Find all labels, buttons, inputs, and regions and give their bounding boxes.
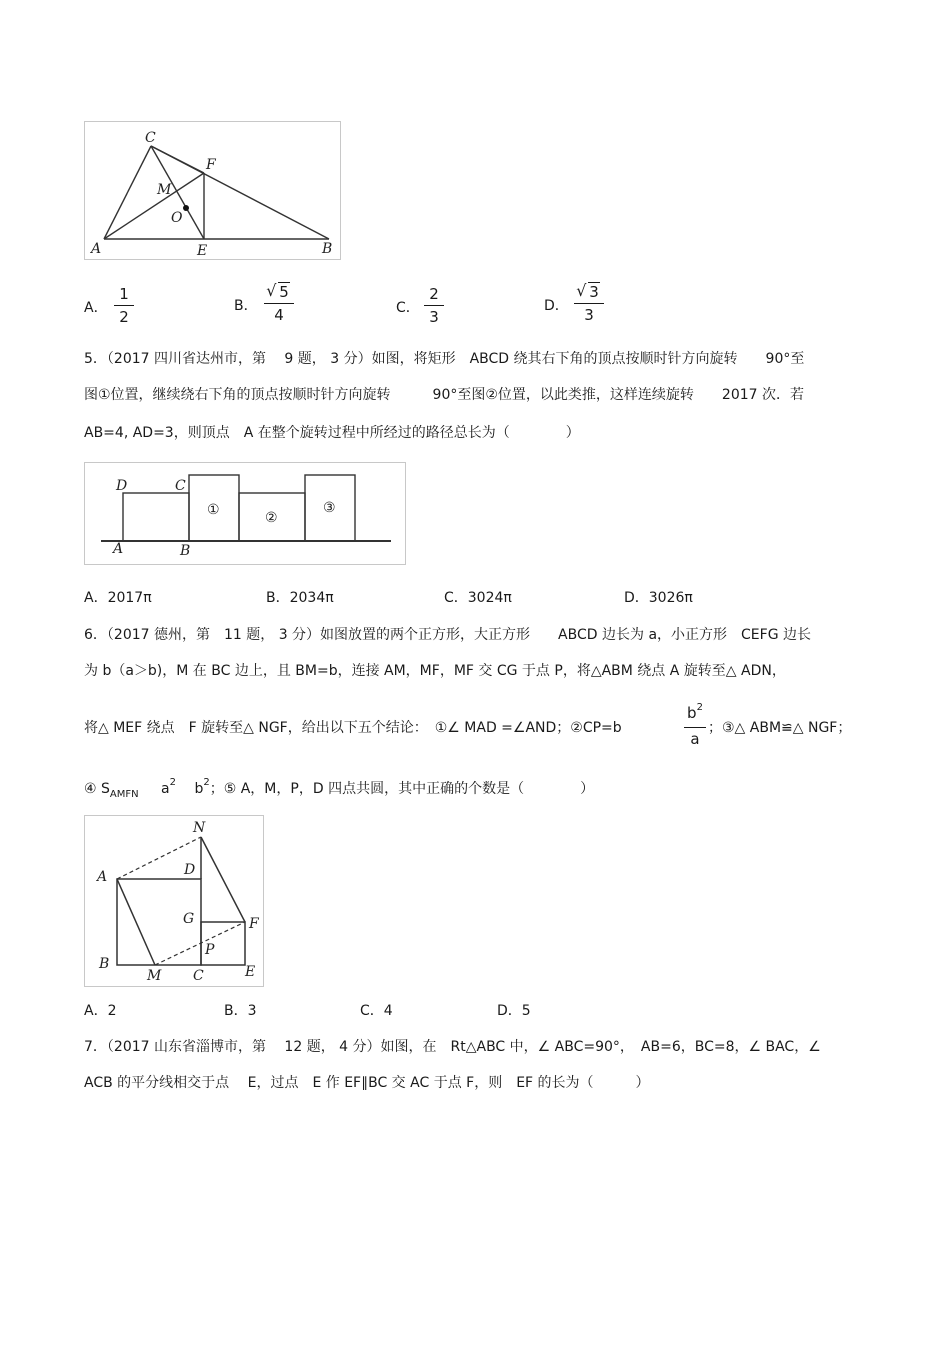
label-g: G xyxy=(183,911,195,927)
q5-text-line-1: 5．（2017 四川省达州市，第 9 题， 3 分）如图，将矩形 ABCD 绕其右下角的顶点按顺时针方向旋转 90°至 xyxy=(84,351,805,367)
q6-diagram xyxy=(85,816,263,986)
label-circled-2: ② xyxy=(265,510,278,526)
q5-text-line-2: 图①位置，继续绕右下角的顶点按顺时针方向旋转 90°至图②位置，以此类推，这样连续旋转 2017 次．若 xyxy=(84,387,804,403)
q5-option-b[interactable]: B．2034π xyxy=(266,590,334,606)
q4-option-c-fraction: 2 3 xyxy=(424,284,444,327)
label-d: D xyxy=(116,478,128,494)
q5-diagram xyxy=(85,463,405,564)
label-n: N xyxy=(193,820,206,836)
q4-option-d-fraction: √ 3 3 xyxy=(574,282,604,325)
q5-option-d[interactable]: D．3026π xyxy=(624,590,693,606)
q6-option-c[interactable]: C．4 xyxy=(360,1003,393,1019)
label-b: B xyxy=(180,543,191,559)
q6-figure xyxy=(84,815,264,987)
label-f: F xyxy=(206,157,216,173)
q7-text-line-1: 7．（2017 山东省淄博市，第 12 题， 4 分）如图，在 Rt△ABC 中，∠ ABC=90°， AB=6，BC=8，∠ BAC，∠ xyxy=(84,1039,821,1055)
label-c: C xyxy=(193,968,204,984)
label-circled-3: ③ xyxy=(323,500,336,516)
q4-option-b-fraction: √ 5 4 xyxy=(264,282,294,325)
label-o: O xyxy=(171,210,183,226)
label-b: B xyxy=(99,956,110,972)
q6-option-b[interactable]: B．3 xyxy=(224,1003,257,1019)
label-f: F xyxy=(249,916,259,932)
q6-cp-fraction: $b^2$ a xyxy=(684,703,706,749)
q6-text-line-2: 为 b（a＞b)，M 在 BC 边上，且 BM=b，连接 AM，MF，MF 交 CG 于点 P，将△ABM 绕点 A 旋转至△ ADN， xyxy=(84,663,786,679)
q6-text-line-3-post: ；③△ ABM≌△ NGF； xyxy=(708,720,852,736)
label-d: D xyxy=(184,862,196,878)
q7-text-line-2: ACB 的平分线相交于点 E，过点 E 作 EF∥BC 交 AC 于点 F，则 EF 的长为（ ） xyxy=(84,1075,650,1091)
q4-option-c-letter[interactable]: C． xyxy=(396,300,420,316)
q5-option-c[interactable]: C．3024π xyxy=(444,590,512,606)
label-c: C xyxy=(145,130,156,146)
q5-option-a[interactable]: A．2017π xyxy=(84,590,152,606)
label-a: A xyxy=(97,869,108,885)
label-a: A xyxy=(91,241,102,257)
label-m: M xyxy=(157,182,172,198)
label-a: A xyxy=(113,541,124,557)
q5-figure xyxy=(84,462,406,565)
label-b: B xyxy=(322,241,333,257)
q6-option-d[interactable]: D．5 xyxy=(497,1003,531,1019)
q6-text-line-3-pre: 将△ MEF 绕点 F 旋转至△ NGF，给出以下五个结论： ①∠ MAD =∠AND；②CP=b xyxy=(84,720,622,736)
label-circled-1: ① xyxy=(207,502,220,518)
q4-option-d-letter[interactable]: D． xyxy=(544,298,569,314)
q4-option-a-fraction: 1 2 xyxy=(114,284,134,327)
label-e: E xyxy=(245,964,256,980)
q6-text-line-4: ④ $S_{AMFN}$ $a^2$ $b^2$；⑤ A，M，P，D 四点共圆，其中正确的个数是（ ） xyxy=(84,777,595,800)
label-m: M xyxy=(147,968,162,984)
q5-text-line-3: AB=4, AD=3，则顶点 A 在整个旋转过程中所经过的路径总长为（ ） xyxy=(84,425,580,441)
label-p: P xyxy=(205,942,215,958)
q4-figure xyxy=(84,121,341,260)
q6-text-line-1: 6．（2017 德州，第 11 题， 3 分）如图放置的两个正方形，大正方形 ABCD 边长为 a，小正方形 CEFG 边长 xyxy=(84,627,811,643)
q4-option-b-letter[interactable]: B． xyxy=(234,298,258,314)
q4-option-a-letter[interactable]: A． xyxy=(84,300,108,316)
point-o xyxy=(183,205,189,211)
q4-diagram xyxy=(85,122,340,259)
q6-option-a[interactable]: A．2 xyxy=(84,1003,117,1019)
label-c: C xyxy=(175,478,186,494)
label-e: E xyxy=(197,243,208,259)
